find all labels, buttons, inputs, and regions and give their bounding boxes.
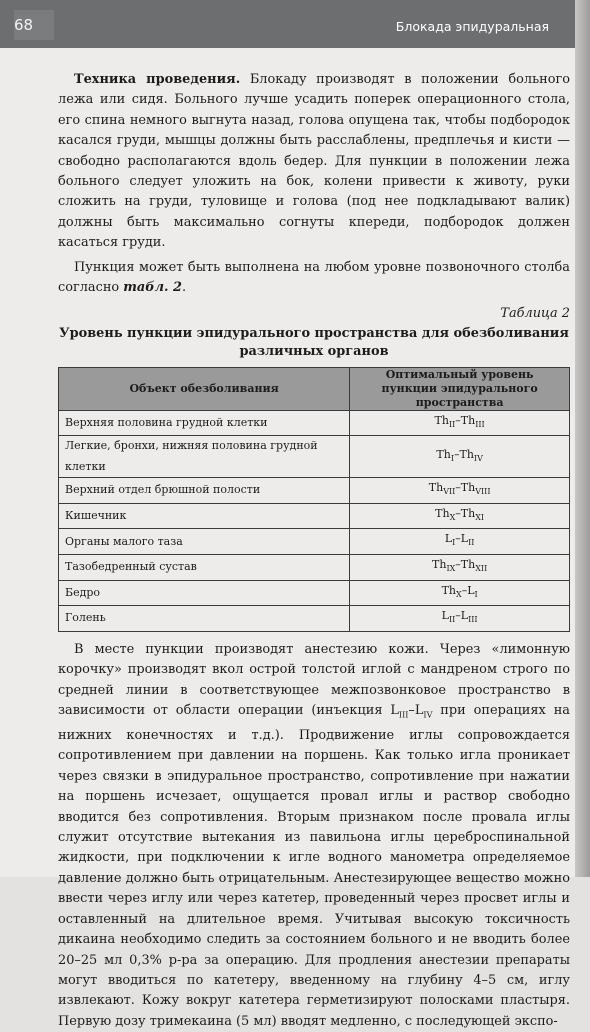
level-dash: – <box>455 558 461 572</box>
running-head: Блокада эпидуральная <box>395 19 549 34</box>
level-cell <box>350 529 570 555</box>
level-cell <box>350 555 570 581</box>
table-title: Уровень пункции эпидурального пространства для обезболивания различных органов <box>59 325 569 359</box>
page-number: 68 <box>14 10 54 40</box>
level-from: L <box>444 532 453 546</box>
level-to: L <box>460 609 469 623</box>
level-from-index: VII <box>443 487 456 497</box>
level-from: Th <box>435 506 450 520</box>
table-row <box>59 436 570 478</box>
level-from-index: IX <box>446 564 456 574</box>
level-to-index: XII <box>475 564 488 574</box>
level-cell <box>350 436 570 478</box>
organ-cell: Органы малого таза <box>59 529 350 555</box>
level-from: Th <box>441 583 456 597</box>
level-dash: – <box>455 506 461 520</box>
level-from-index: I <box>452 538 456 548</box>
level-to: L <box>460 532 469 546</box>
table-row <box>59 555 570 581</box>
column-header-object: Объект обезболивания <box>59 367 350 410</box>
technique-lead-in: Техника проведения. <box>74 72 241 87</box>
table-row <box>59 478 570 504</box>
vertebra-subscript-2: IV <box>423 710 433 720</box>
anesthesia-text-3: при операциях на нижних конечностях и т.д.). Продвижение иглы сопровождается сопротивлением при давлении на поршень. Как только игла проникает через связки в эпидуральное пространство, сопротивление при нажатии на поршень исчезает, ощущается провал иглы и раствор свободно вводится без сопротивления. Вторым признаком после провала иглы служит отсутствие вытекания из павильона иглы цереброспинальной жидкости, при подключении к игле водного манометра определяемое давление должно быть отрицательным. Анестезирующее вещество можно ввести через иглу или через катетер, проведенный через просвет иглы и оставленный на длительное время. Учитывая высокую токсичность дикаина необходимо следить за состоянием больного и не вводить более 20–25 мл 0,3% р-ра за операцию. Для продления анестезии препараты могут вводиться по катетеру, введенному на глубину 4–5 см, иглу извлекают. Кожу вокруг катетера герметизируют полосками пластыря. Первую дозу тримекаина (5 мл) вводят медленно, с последующей экспо- <box>58 703 570 1029</box>
technique-paragraph <box>58 70 570 254</box>
table-row <box>59 529 570 555</box>
level-from: Th <box>428 481 444 495</box>
level-to: Th <box>460 506 476 520</box>
organ-cell: Голень <box>59 606 350 632</box>
puncture-level-table <box>58 367 570 632</box>
organ-cell: Тазобедренный сустав <box>59 555 350 581</box>
level-to-index: XI <box>475 513 485 523</box>
technique-text: Блокаду производят в положении больного лежа или сидя. Больного лучше усадить поперек операционного стола, его спина немного выгнута назад, голова опущена так, чтобы подбородок касался груди, мышцы должны быть расслаблены, предплечья и кисти — свободно располагаются вдоль бедер. Для пункции в положении лежа больного следует уложить на бок, колени привести к животу, руки сложить на груди, туловище и голова (под нее подкладывают валик) должны быть максимально согнуты кпереди, подбородок должен касаться груди. <box>58 72 570 251</box>
organ-cell: Легкие, бронхи, нижняя половина грудной клетки <box>59 436 350 478</box>
level-to-index: IV <box>473 453 483 463</box>
puncture-end: . <box>181 280 187 296</box>
level-to-index: I <box>474 589 478 599</box>
table-row <box>59 410 570 436</box>
level-from-index: I <box>450 453 454 463</box>
table-body <box>59 410 570 631</box>
page-body <box>58 70 570 1032</box>
level-cell <box>350 478 570 504</box>
organ-cell: Кишечник <box>59 503 350 529</box>
level-dash: – <box>455 481 461 495</box>
table-row <box>59 580 570 606</box>
anesthesia-text-1: В месте пункции производят анестезию кожи. Через «лимонную корочку» производят вкол острой толстой иглой с мандреном строго по средней линии в соответствующее межпозвонковое пространство в зависимости от области операции (инъекция L <box>58 641 570 719</box>
anesthesia-text-2: –L <box>408 703 424 719</box>
organ-cell: Верхняя половина грудной клетки <box>59 410 350 436</box>
table-reference: табл. 2 <box>123 280 182 296</box>
level-from-index: II <box>448 420 456 430</box>
table-row <box>59 503 570 529</box>
page-edge-shadow <box>575 0 590 877</box>
level-from-index: X <box>456 589 462 599</box>
level-to: Th <box>460 558 476 572</box>
level-cell <box>350 503 570 529</box>
table-header-row <box>59 367 570 410</box>
vertebra-subscript-1: III <box>398 710 409 720</box>
level-dash: – <box>455 532 461 546</box>
level-cell <box>350 410 570 436</box>
level-from: Th <box>434 413 449 427</box>
level-dash: – <box>455 609 461 623</box>
organ-cell: Верхний отдел брюшной полости <box>59 478 350 504</box>
level-dash: – <box>455 413 461 427</box>
level-to-index: III <box>475 420 485 430</box>
level-from: Th <box>432 558 447 572</box>
puncture-text: Пункция может быть выполнена на любом уровне позвоночного столба согласно <box>58 259 570 296</box>
level-cell <box>350 606 570 632</box>
organ-cell: Бедро <box>59 580 350 606</box>
level-to: Th <box>459 447 474 461</box>
level-to-index: II <box>468 538 475 548</box>
level-to: Th <box>460 413 476 427</box>
level-to-index: III <box>468 615 478 625</box>
level-from-index: X <box>449 513 456 523</box>
table-label: Таблица 2 <box>500 306 570 322</box>
level-from: L <box>441 609 449 623</box>
level-from-index: II <box>448 615 456 625</box>
column-header-level: Оптимальный уровень пункции эпидурального пространства <box>350 367 570 410</box>
page-header <box>0 0 575 48</box>
level-to: Th <box>460 481 476 495</box>
level-dash: – <box>461 583 468 597</box>
puncture-paragraph <box>58 258 570 299</box>
anesthesia-paragraph <box>58 640 570 1032</box>
level-to: L <box>467 583 475 597</box>
level-cell <box>350 580 570 606</box>
level-from: Th <box>436 447 451 461</box>
level-dash: – <box>454 447 460 461</box>
level-to-index: VIII <box>475 487 491 497</box>
table-row <box>59 606 570 632</box>
